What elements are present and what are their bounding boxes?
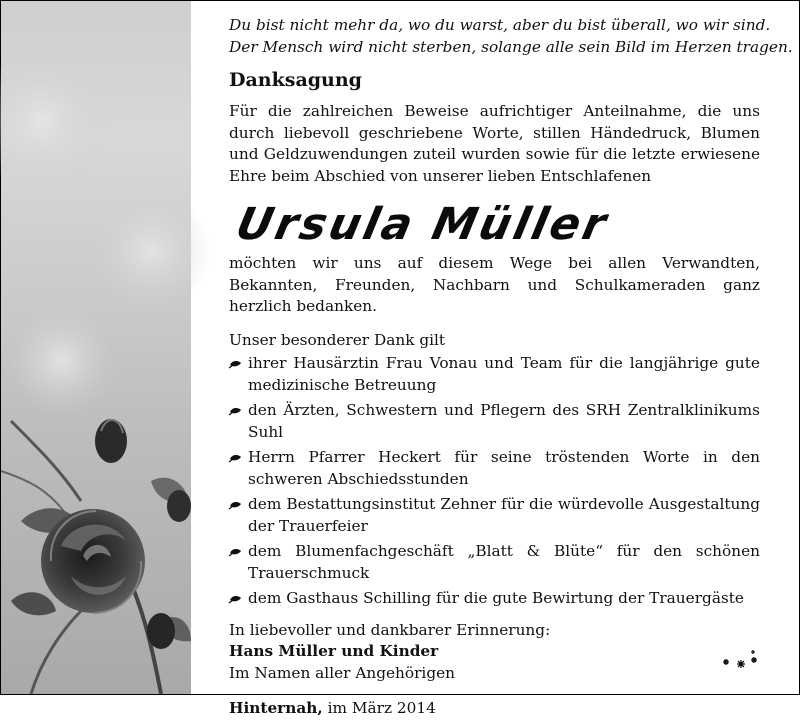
list-item-text: dem Blumenfachgeschäft „Blatt & Blüte“ für den schönen Trauerschmuck — [248, 542, 760, 582]
place: Hinternah, — [229, 699, 323, 717]
list-item — [229, 353, 760, 396]
list-item-text: ihrer Hausärztin Frau Vonau und Team für die langjährige gute medizinische Betreuung — [248, 354, 760, 394]
list-item — [229, 494, 760, 537]
list-item-text: Herrn Pfarrer Heckert für seine tröstenden Worte in den schweren Abschiedsstunden — [248, 448, 760, 488]
leaf-bullet-icon — [229, 453, 242, 463]
list-item-text: dem Bestattungsinstitut Zehner für die würdevolle Ausgestaltung der Trauerfeier — [248, 495, 760, 535]
list-item — [229, 400, 760, 443]
intro-paragraph: Für die zahlreichen Beweise aufrichtiger Anteilnahme, die uns durch liebevoll geschriebene Worte, stillen Händedruck, Blumen und Geldzuwendungen zuteil wurden sowie für die letzte erwiesene Ehre beim Abschied von unserer lieben Entschlafenen — [229, 102, 760, 185]
motto — [229, 15, 793, 58]
leaf-bullet-icon — [229, 594, 242, 604]
thanks-paragraph: möchten wir uns auf diesem Wege bei allen Verwandten, Bekannten, Freunden, Nachbarn und Schulkameraden ganz herzlich bedanken. — [229, 254, 760, 315]
rose-image — [1, 1, 191, 694]
list-item — [229, 447, 760, 490]
special-thanks-intro: Unser besonderer Dank gilt — [229, 330, 446, 349]
closing-block — [229, 620, 760, 685]
date: im März 2014 — [327, 699, 436, 717]
leaf-bullet-icon — [229, 547, 242, 557]
motto-line-2: Der Mensch wird nicht sterben, solange alle sein Bild im Herzen tragen. — [229, 37, 793, 56]
notice-title: Danksagung — [229, 69, 362, 91]
rose-photo — [1, 1, 191, 694]
list-item-text: dem Gasthaus Schilling für die gute Bewirtung der Trauergäste — [248, 589, 744, 607]
closing-line: In liebevoller und dankbarer Erinnerung: — [229, 620, 551, 639]
closing-relatives: Im Namen aller Angehörigen — [229, 663, 456, 682]
leaf-bullet-icon — [229, 500, 242, 510]
thanks-list — [229, 353, 760, 610]
text-column — [229, 15, 793, 720]
leaf-bullet-icon — [229, 359, 242, 369]
list-item — [229, 588, 760, 610]
motto-line-1: Du bist nicht mehr da, wo du warst, aber du bist überall, wo wir sind. — [229, 16, 771, 34]
list-item — [229, 541, 760, 584]
flower-ornament-icon — [717, 646, 761, 674]
deceased-name: Ursula Müller — [231, 199, 614, 250]
place-date — [229, 698, 760, 720]
list-item-text: den Ärzten, Schwestern und Pflegern des SRH Zentralklinikums Suhl — [248, 401, 760, 441]
leaf-bullet-icon — [229, 406, 242, 416]
family-signature: Hans Müller und Kinder — [229, 642, 439, 660]
